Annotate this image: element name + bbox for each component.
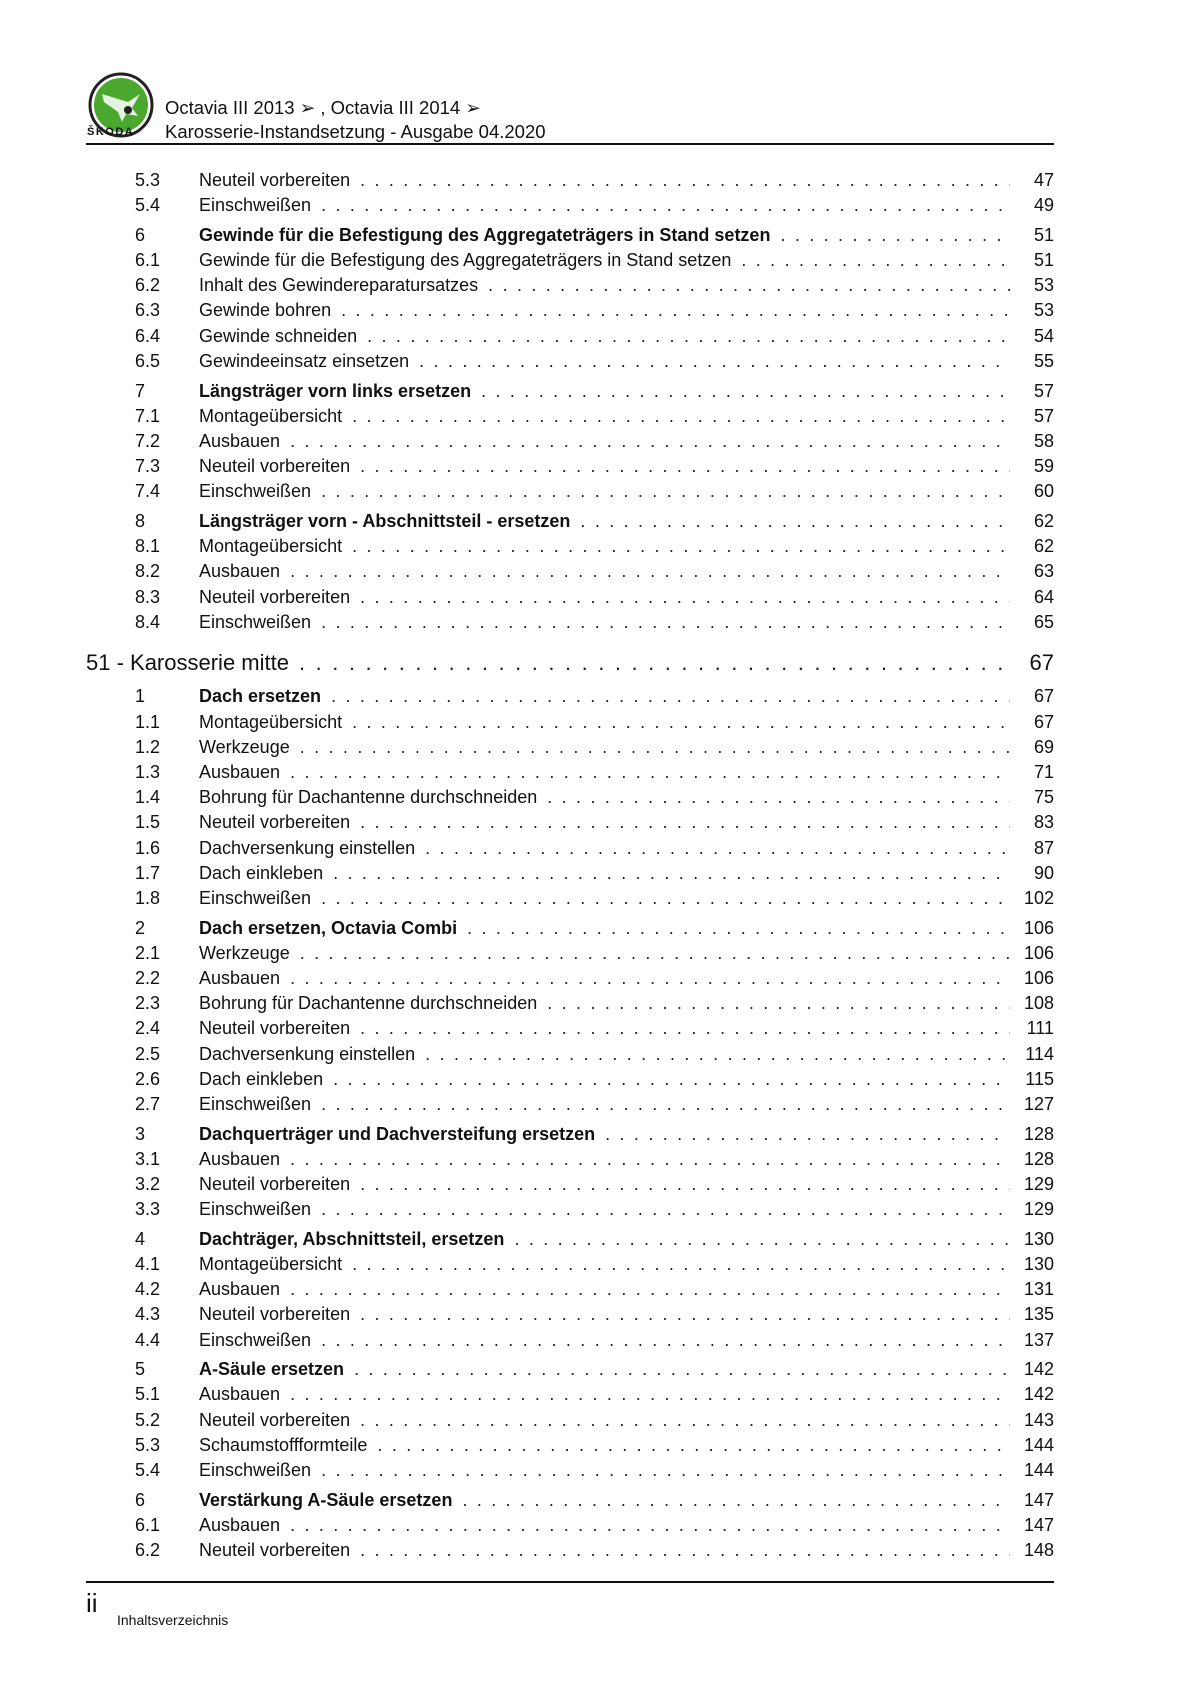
entry-number: 3.2 xyxy=(135,1173,161,1194)
toc-entry-main[interactable] xyxy=(86,1490,1054,1515)
entry-page: 69 xyxy=(1033,736,1054,757)
dot-leader xyxy=(580,511,1010,532)
entry-number: 8.3 xyxy=(135,586,161,607)
toc-entry-sub[interactable] xyxy=(86,1515,1054,1540)
entry-page: 111 xyxy=(1026,1018,1054,1039)
footer-section: Inhaltsverzeichnis xyxy=(117,1612,229,1628)
dot-leader xyxy=(321,1094,1010,1115)
toc-entry-sub[interactable] xyxy=(86,863,1054,888)
entry-title: Ausbauen xyxy=(199,761,281,782)
entry-page: 75 xyxy=(1033,787,1054,808)
toc-entry-chapter[interactable] xyxy=(86,650,1054,682)
entry-number: 1.4 xyxy=(135,787,161,808)
toc-entry-sub[interactable] xyxy=(86,536,1054,561)
dot-leader xyxy=(481,381,1010,402)
entry-page: 137 xyxy=(1023,1329,1054,1350)
dot-leader xyxy=(300,943,1010,964)
entry-page: 47 xyxy=(1033,170,1054,190)
entry-page: 135 xyxy=(1023,1304,1054,1325)
footer-page-number: ii xyxy=(86,1588,98,1618)
toc-entry-sub[interactable] xyxy=(86,1540,1054,1565)
dot-leader xyxy=(333,1069,1010,1090)
entry-number: 5.2 xyxy=(135,1409,161,1430)
toc-entry-sub[interactable] xyxy=(86,993,1054,1018)
entry-number: 7 xyxy=(135,380,146,401)
entry-page: 58 xyxy=(1033,430,1054,451)
entry-page: 102 xyxy=(1023,887,1054,908)
entry-page: 51 xyxy=(1033,250,1054,271)
dot-leader xyxy=(321,888,1010,909)
entry-number: 2.5 xyxy=(135,1043,161,1064)
dot-leader xyxy=(290,1515,1010,1536)
toc-entry-sub[interactable] xyxy=(86,1199,1054,1224)
entry-number: 5.4 xyxy=(135,1460,161,1480)
entry-page: 142 xyxy=(1023,1384,1054,1405)
dot-leader xyxy=(352,1254,1010,1275)
entry-number: 4.2 xyxy=(135,1279,161,1300)
toc-entry-sub[interactable] xyxy=(86,838,1054,863)
entry-number: 6.1 xyxy=(135,1514,161,1535)
dot-leader xyxy=(321,195,1010,216)
entry-title: Dach ersetzen xyxy=(199,686,322,707)
dot-leader xyxy=(321,1330,1010,1351)
toc-entry-sub[interactable] xyxy=(86,1410,1054,1435)
toc-entry-sub[interactable] xyxy=(86,1069,1054,1094)
toc-entry-sub[interactable] xyxy=(86,1018,1054,1043)
footer-rule xyxy=(86,1581,1054,1583)
entry-page: 71 xyxy=(1033,761,1054,782)
entry-title: Gewinde für die Befestigung des Aggregateträgers in Stand setzen xyxy=(199,250,732,271)
entry-title: Einschweißen xyxy=(199,1460,312,1480)
entry-number: 6 xyxy=(135,1489,146,1510)
entry-page: 106 xyxy=(1023,942,1054,963)
entry-number: 2.2 xyxy=(135,967,161,988)
entry-title: Einschweißen xyxy=(199,195,312,216)
entry-page: 83 xyxy=(1033,812,1054,833)
entry-number: 1.5 xyxy=(135,812,161,833)
entry-title: Montageübersicht xyxy=(199,1254,343,1274)
entry-title: Werkzeuge xyxy=(199,942,290,963)
entry-number: 1 xyxy=(135,686,146,707)
toc-entry-sub[interactable] xyxy=(86,762,1054,787)
dot-leader xyxy=(354,1359,1010,1380)
dot-leader xyxy=(290,1149,1010,1170)
toc-entry-sub[interactable] xyxy=(86,943,1054,968)
entry-number: 6.2 xyxy=(135,1540,161,1561)
entry-title: Einschweißen xyxy=(199,1093,312,1114)
toc-entry-sub[interactable] xyxy=(86,787,1054,812)
entry-title: Längsträger vorn - Abschnittsteil - ersetzen xyxy=(199,510,571,531)
dot-leader xyxy=(488,275,1010,296)
entry-title: Dach einkleben xyxy=(199,1068,324,1089)
toc-entry-sub[interactable] xyxy=(86,275,1054,300)
dot-leader xyxy=(547,993,1010,1014)
entry-page: 67 xyxy=(1029,649,1054,675)
entry-page: 53 xyxy=(1033,300,1054,321)
toc-entry-sub[interactable] xyxy=(86,300,1054,325)
entry-title: Ausbauen xyxy=(199,1384,281,1405)
entry-number: 1.2 xyxy=(135,736,161,757)
entry-number: 6 xyxy=(135,224,146,245)
header-rule xyxy=(86,143,1054,145)
entry-number: 5.3 xyxy=(135,170,161,190)
dot-leader xyxy=(360,1410,1010,1431)
entry-page: 57 xyxy=(1033,380,1054,401)
dot-leader xyxy=(290,561,1010,582)
toc-entry-sub[interactable] xyxy=(86,326,1054,351)
entry-number: 5.3 xyxy=(135,1434,161,1455)
entry-page: 129 xyxy=(1023,1173,1054,1194)
dot-leader xyxy=(360,812,1010,833)
entry-page: 106 xyxy=(1023,917,1054,938)
entry-number: 1.7 xyxy=(135,862,161,883)
entry-page: 67 xyxy=(1033,686,1054,707)
dot-leader xyxy=(425,838,1010,859)
toc-entry-sub[interactable] xyxy=(86,1254,1054,1279)
entry-title: Ausbauen xyxy=(199,1279,281,1300)
entry-title: Einschweißen xyxy=(199,1199,312,1220)
toc-entry-sub[interactable] xyxy=(86,1279,1054,1304)
toc-entry-sub[interactable] xyxy=(86,431,1054,456)
dot-leader xyxy=(352,536,1010,557)
entry-page: 128 xyxy=(1023,1123,1054,1144)
entry-number: 8.1 xyxy=(135,536,161,557)
toc-entry-main[interactable] xyxy=(86,225,1054,250)
entry-title: Einschweißen xyxy=(199,1329,312,1350)
dot-leader xyxy=(290,762,1010,783)
dot-leader xyxy=(360,1540,1010,1561)
entry-number: 8.2 xyxy=(135,561,161,582)
entry-title: Ausbauen xyxy=(199,1514,281,1535)
toc-entry-sub[interactable] xyxy=(86,888,1054,913)
table-of-contents xyxy=(86,170,1054,1565)
entry-page: 49 xyxy=(1033,195,1054,216)
dot-leader xyxy=(514,1229,1010,1250)
toc-entry-sub[interactable] xyxy=(86,170,1054,195)
entry-number: 6.1 xyxy=(135,250,161,271)
toc-entry-main[interactable] xyxy=(86,1359,1054,1384)
dot-leader xyxy=(367,326,1010,347)
dot-leader xyxy=(360,587,1010,608)
entry-title: Gewinde schneiden xyxy=(199,325,358,346)
entry-page: 53 xyxy=(1033,275,1054,296)
entry-number: 2.3 xyxy=(135,993,161,1014)
entry-title: Inhalt des Gewindereparatursatzes xyxy=(199,275,479,296)
entry-page: 130 xyxy=(1023,1228,1054,1249)
entry-page: 63 xyxy=(1033,561,1054,582)
dot-leader xyxy=(780,225,1010,246)
entry-number: 7.1 xyxy=(135,405,161,426)
entry-page: 129 xyxy=(1023,1199,1054,1220)
toc-entry-sub[interactable] xyxy=(86,587,1054,612)
entry-page: 65 xyxy=(1033,611,1054,632)
dot-leader xyxy=(360,1174,1010,1195)
entry-title: Neuteil vorbereiten xyxy=(199,1409,351,1430)
toc-entry-sub[interactable] xyxy=(86,812,1054,837)
entry-page: 142 xyxy=(1023,1359,1054,1380)
toc-entry-sub[interactable] xyxy=(86,1149,1054,1174)
entry-title: Gewindeeinsatz einsetzen xyxy=(199,350,410,371)
entry-title: Dachträger, Abschnittsteil, ersetzen xyxy=(199,1228,505,1249)
entry-title: Ausbauen xyxy=(199,430,281,451)
toc-entry-sub[interactable] xyxy=(86,561,1054,586)
entry-page: 143 xyxy=(1023,1409,1054,1430)
dot-leader xyxy=(547,787,1010,808)
toc-entry-sub[interactable] xyxy=(86,612,1054,637)
entry-number: 6.2 xyxy=(135,275,161,296)
entry-title: Dach ersetzen, Octavia Combi xyxy=(199,917,458,938)
entry-title: Ausbauen xyxy=(199,967,281,988)
toc-entry-main[interactable] xyxy=(86,511,1054,536)
entry-title: Werkzeuge xyxy=(199,736,290,757)
entry-number: 8 xyxy=(135,510,146,531)
entry-title: Neuteil vorbereiten xyxy=(199,1173,351,1194)
entry-title: Schaumstoffformteile xyxy=(199,1434,368,1455)
toc-entry-sub[interactable] xyxy=(86,406,1054,431)
entry-number: 2 xyxy=(135,917,146,938)
dot-leader xyxy=(321,481,1010,502)
dot-leader xyxy=(605,1124,1010,1145)
entry-number: 8.4 xyxy=(135,611,161,632)
toc-entry-sub[interactable] xyxy=(86,1330,1054,1355)
entry-page: 115 xyxy=(1025,1068,1054,1089)
dot-leader xyxy=(360,170,1010,191)
entry-page: 57 xyxy=(1033,405,1054,426)
toc-entry-sub[interactable] xyxy=(86,351,1054,376)
entry-title: Dachversenkung einstellen xyxy=(199,1043,416,1064)
entry-title: Einschweißen xyxy=(199,887,312,908)
entry-number: 5 xyxy=(135,1359,146,1380)
entry-page: 60 xyxy=(1033,481,1054,502)
toc-entry-sub[interactable] xyxy=(86,712,1054,737)
dot-leader xyxy=(333,863,1010,884)
entry-page: 144 xyxy=(1023,1434,1054,1455)
entry-page: 106 xyxy=(1023,967,1054,988)
entry-title: A-Säule ersetzen xyxy=(199,1359,345,1380)
entry-page: 59 xyxy=(1033,456,1054,477)
entry-title: Gewinde für die Befestigung des Aggregateträgers in Stand setzen xyxy=(199,224,771,245)
entry-number: 4 xyxy=(135,1228,146,1249)
entry-number: 4.3 xyxy=(135,1304,161,1325)
toc-entry-main[interactable] xyxy=(86,686,1054,711)
entry-number: 1.8 xyxy=(135,887,161,908)
toc-entry-sub[interactable] xyxy=(86,195,1054,220)
entry-number: 3.3 xyxy=(135,1199,161,1220)
entry-number: 5.1 xyxy=(135,1384,161,1405)
entry-number: 3.1 xyxy=(135,1148,161,1169)
dot-leader xyxy=(419,351,1010,372)
entry-page: 51 xyxy=(1033,224,1054,245)
entry-number: 7.2 xyxy=(135,430,161,451)
dot-leader xyxy=(300,737,1010,758)
entry-title: Dach einkleben xyxy=(199,862,324,883)
entry-title: Längsträger vorn links ersetzen xyxy=(199,380,472,401)
toc-entry-sub[interactable] xyxy=(86,1304,1054,1329)
toc-entry-sub[interactable] xyxy=(86,737,1054,762)
entry-title: Montageübersicht xyxy=(199,711,343,732)
entry-title: Bohrung für Dachantenne durchschneiden xyxy=(199,787,538,808)
entry-title: Neuteil vorbereiten xyxy=(199,1540,351,1561)
toc-entry-sub[interactable] xyxy=(86,456,1054,481)
dot-leader xyxy=(360,1304,1010,1325)
entry-number: 1.6 xyxy=(135,837,161,858)
header-manual-title: Karosserie-Instandsetzung - Ausgabe 04.2020 xyxy=(165,121,546,142)
entry-title: Montageübersicht xyxy=(199,405,343,426)
dot-leader xyxy=(321,1199,1010,1220)
toc-entry-sub[interactable] xyxy=(86,1435,1054,1460)
entry-number: 3 xyxy=(135,1123,146,1144)
dot-leader xyxy=(331,686,1010,707)
entry-page: 127 xyxy=(1023,1093,1054,1114)
entry-page: 54 xyxy=(1033,325,1054,346)
entry-title: Neuteil vorbereiten xyxy=(199,1018,351,1039)
entry-title: Verstärkung A-Säule ersetzen xyxy=(199,1489,453,1510)
entry-number: 1.1 xyxy=(135,711,161,732)
entry-number: 2.4 xyxy=(135,1018,161,1039)
dot-leader xyxy=(352,406,1010,427)
toc-entry-sub[interactable] xyxy=(86,968,1054,993)
entry-number: 6.4 xyxy=(135,325,161,346)
entry-title: Neuteil vorbereiten xyxy=(199,170,351,190)
dot-leader xyxy=(360,456,1010,477)
entry-page: 147 xyxy=(1023,1514,1054,1535)
toc-entry-sub[interactable] xyxy=(86,250,1054,275)
toc-entry-sub[interactable] xyxy=(86,1044,1054,1069)
dot-leader xyxy=(462,1490,1010,1511)
toc-entry-main[interactable] xyxy=(86,381,1054,406)
entry-title: Montageübersicht xyxy=(199,536,343,557)
entry-page: 87 xyxy=(1033,837,1054,858)
entry-page: 108 xyxy=(1023,993,1054,1014)
entry-number: 4.1 xyxy=(135,1254,161,1274)
entry-title: Einschweißen xyxy=(199,611,312,632)
dot-leader xyxy=(290,1279,1010,1300)
dot-leader xyxy=(321,612,1010,633)
toc-entry-sub[interactable] xyxy=(86,1094,1054,1119)
entry-page: 147 xyxy=(1023,1489,1054,1510)
dot-leader xyxy=(741,250,1010,271)
dot-leader xyxy=(360,1018,1010,1039)
entry-title: Einschweißen xyxy=(199,481,312,502)
toc-entry-main[interactable] xyxy=(86,1229,1054,1254)
entry-title: Dachversenkung einstellen xyxy=(199,837,416,858)
entry-number: 4.4 xyxy=(135,1329,161,1350)
entry-title: Dachquerträger und Dachversteifung ersetzen xyxy=(199,1123,596,1144)
entry-page: 144 xyxy=(1023,1460,1054,1480)
toc-entry-main[interactable] xyxy=(86,918,1054,943)
dot-leader xyxy=(467,918,1010,939)
entry-page: 128 xyxy=(1023,1148,1054,1169)
dot-leader xyxy=(321,1460,1010,1481)
entry-number: 6.3 xyxy=(135,300,161,321)
entry-title: Neuteil vorbereiten xyxy=(199,812,351,833)
entry-page: 114 xyxy=(1025,1043,1054,1064)
toc-entry-sub[interactable] xyxy=(86,481,1054,506)
entry-page: 67 xyxy=(1033,711,1054,732)
dot-leader xyxy=(341,300,1010,321)
toc-entry-sub[interactable] xyxy=(86,1174,1054,1199)
entry-number: 2.1 xyxy=(135,942,161,963)
dot-leader xyxy=(352,712,1010,733)
entry-page: 130 xyxy=(1023,1254,1054,1274)
header-vehicle-line: Octavia III 2013 ➢ , Octavia III 2014 ➢ xyxy=(165,97,481,118)
toc-entry-sub[interactable] xyxy=(86,1384,1054,1409)
entry-page: 62 xyxy=(1033,536,1054,557)
entry-title: Neuteil vorbereiten xyxy=(199,1304,351,1325)
entry-page: 64 xyxy=(1033,586,1054,607)
entry-page: 148 xyxy=(1023,1540,1054,1561)
entry-number: 2.7 xyxy=(135,1093,161,1114)
entry-number: 7.3 xyxy=(135,456,161,477)
entry-title: 51 - Karosserie mitte xyxy=(86,649,289,675)
entry-page: 90 xyxy=(1033,862,1054,883)
brand-name: ŠKODA xyxy=(87,126,135,138)
dot-leader xyxy=(290,431,1010,452)
entry-page: 131 xyxy=(1023,1279,1054,1300)
entry-number: 1.3 xyxy=(135,761,161,782)
entry-title: Neuteil vorbereiten xyxy=(199,586,351,607)
entry-page: 55 xyxy=(1033,350,1054,371)
toc-entry-sub[interactable] xyxy=(86,1460,1054,1485)
entry-title: Ausbauen xyxy=(199,561,281,582)
entry-number: 2.6 xyxy=(135,1068,161,1089)
toc-entry-main[interactable] xyxy=(86,1124,1054,1149)
entry-title: Bohrung für Dachantenne durchschneiden xyxy=(199,993,538,1014)
dot-leader xyxy=(425,1044,1010,1065)
entry-title: Neuteil vorbereiten xyxy=(199,456,351,477)
dot-leader xyxy=(290,968,1010,989)
entry-number: 6.5 xyxy=(135,350,161,371)
entry-number: 7.4 xyxy=(135,481,161,502)
entry-number: 5.4 xyxy=(135,195,161,216)
entry-title: Gewinde bohren xyxy=(199,300,332,321)
entry-title: Ausbauen xyxy=(199,1148,281,1169)
dot-leader xyxy=(377,1435,1010,1456)
dot-leader xyxy=(290,1384,1010,1405)
entry-page: 62 xyxy=(1033,510,1054,531)
dot-leader xyxy=(299,650,1010,676)
